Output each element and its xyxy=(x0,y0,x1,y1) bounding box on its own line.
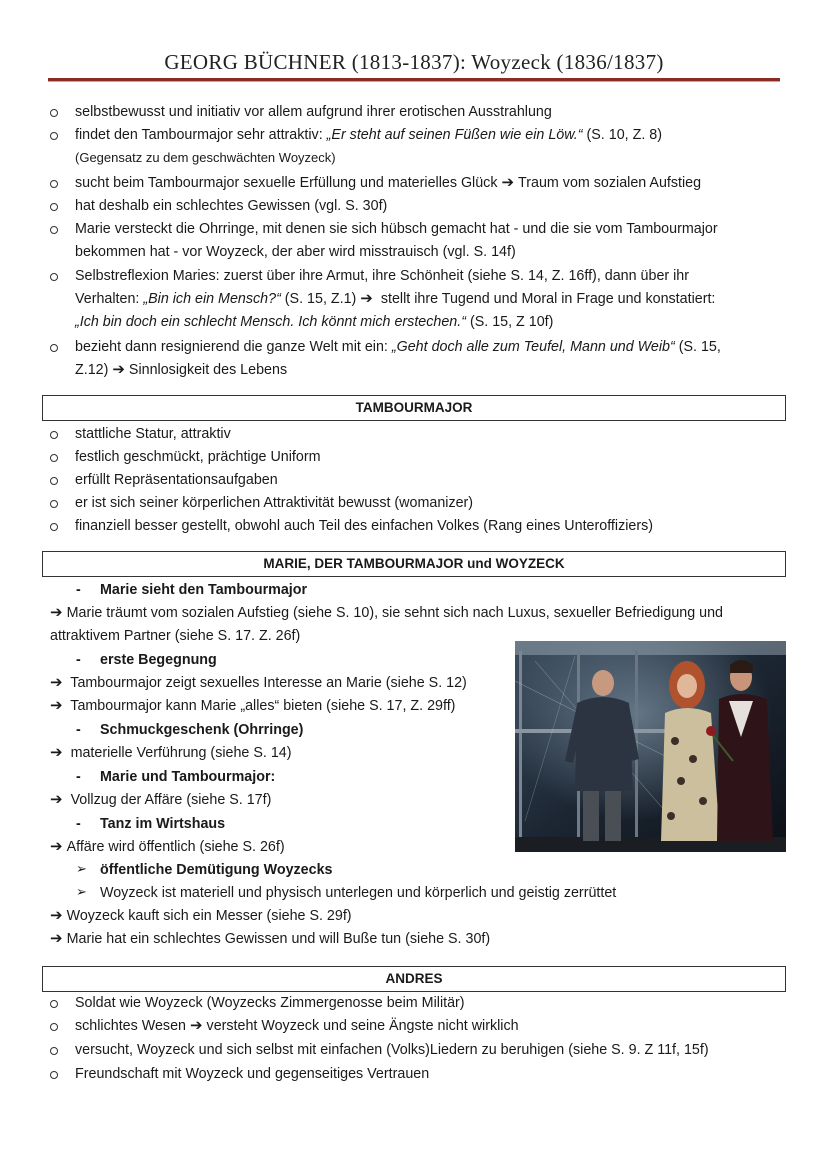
arrow-right-icon: ➔ xyxy=(50,604,63,621)
arrow-item xyxy=(50,673,467,693)
text: materielle Verführung (siehe S. 14) xyxy=(70,745,292,761)
marie-item-1 xyxy=(75,102,552,122)
arrow-right-icon: ➔ xyxy=(50,791,63,808)
quote: „Er steht auf seinen Füßen wie ein Löw.“ xyxy=(326,127,583,143)
marie-item-7 xyxy=(75,337,721,357)
arrow-item xyxy=(50,929,490,949)
arrow-right-icon: ➔ xyxy=(189,1017,203,1034)
tambourmajor-item: festlich geschmückt, prächtige Uniform xyxy=(75,449,321,465)
text: Sinnlosigkeit des Lebens xyxy=(128,362,288,378)
tambourmajor-item: er ist sich seiner körperlichen Attraktivität bewusst (womanizer) xyxy=(75,495,474,511)
chevron-item: Woyzeck ist materiell und physisch unterlegen und körperlich und geistig zerrüttet xyxy=(100,885,617,901)
text: Soldat wie Woyzeck (Woyzecks Zimmergenosse beim Militär) xyxy=(75,995,465,1011)
bullet-icon xyxy=(50,109,58,117)
section-heading-tambourmajor: TAMBOURMAJOR xyxy=(42,395,786,421)
text: versucht, Woyzeck und sich selbst mit einfachen (Volks)Liedern zu beruhigen (siehe S. 9. Z 11f, 15f) xyxy=(75,1042,709,1058)
bullet-icon xyxy=(50,500,58,508)
bullet-icon xyxy=(50,203,58,211)
bullet-icon xyxy=(50,226,58,234)
section-heading-andres: ANDRES xyxy=(42,966,786,992)
bullet-icon xyxy=(50,1000,58,1008)
bullet-icon xyxy=(50,132,58,140)
arrow-item xyxy=(50,837,285,857)
quote: „Bin ich ein Mensch?“ xyxy=(143,291,281,307)
arrow-right-icon: ➔ xyxy=(50,838,63,855)
text: Tambourmajor kann Marie „alles“ bieten (siehe S. 17, Z. 29ff) xyxy=(70,698,456,714)
bullet-icon xyxy=(50,180,58,188)
text: Vollzug der Affäre (siehe S. 17f) xyxy=(70,792,272,808)
arrow-right-icon: ➔ xyxy=(360,290,373,307)
dash-icon: - xyxy=(76,816,81,832)
text: Tambourmajor zeigt sexuelles Interesse an Marie (siehe S. 12) xyxy=(70,675,467,691)
dash-icon: - xyxy=(76,769,81,785)
subheading-schmuckgeschenk: Schmuckgeschenk (Ohrringe) xyxy=(100,722,304,738)
arrow-right-icon: ➔ xyxy=(50,744,63,761)
dash-icon: - xyxy=(76,722,81,738)
text: bezieht dann resignierend die ganze Welt mit ein: xyxy=(75,339,392,355)
text: findet den Tambourmajor sehr attraktiv: xyxy=(75,127,327,143)
text: Woyzeck kauft sich ein Messer (siehe S. 29f) xyxy=(66,908,352,924)
marie-item-2 xyxy=(75,125,662,145)
section-heading-marie-tambourmajor-woyzeck: MARIE, DER TAMBOURMAJOR und WOYZECK xyxy=(42,551,786,577)
chevron-item: öffentliche Demütigung Woyzecks xyxy=(100,862,333,878)
bullet-icon xyxy=(50,1047,58,1055)
text: Affäre wird öffentlich (siehe S. 26f) xyxy=(66,839,285,855)
bullet-icon xyxy=(50,477,58,485)
marie-item-6-cont2 xyxy=(75,312,553,332)
subheading xyxy=(76,814,81,834)
arrow-item xyxy=(50,603,723,623)
chevron-bullet-icon: ➢ xyxy=(76,884,87,899)
text: (S. 15, xyxy=(674,339,721,355)
subheading xyxy=(76,720,81,740)
andres-item xyxy=(75,1016,519,1036)
andres-item xyxy=(75,1064,429,1084)
marie-item-2-note xyxy=(75,148,336,168)
text: hat deshalb ein schlechtes Gewissen (vgl. S. 30f) xyxy=(75,198,388,214)
quote: „Ich bin doch ein schlecht Mensch. Ich könnt mich erstechen.“ xyxy=(75,314,466,330)
chevron-bullet-icon: ➢ xyxy=(76,861,87,876)
text: Freundschaft mit Woyzeck und gegenseitiges Vertrauen xyxy=(75,1066,430,1082)
text: Traum vom sozialen Aufstieg xyxy=(518,175,702,191)
marie-item-3 xyxy=(75,173,701,193)
text: Marie träumt vom sozialen Aufstieg (siehe S. 10), sie sehnt sich nach Luxus, sexueller Befriedigung und xyxy=(66,605,723,621)
marie-item-6-cont xyxy=(75,289,715,309)
text: Selbstreflexion Maries: zuerst über ihre Armut, ihre Schönheit (siehe S. 14, Z. 16ff), dann über ihr xyxy=(75,268,690,284)
text: (S. 10, Z. 8) xyxy=(582,127,662,143)
text: (S. 15, Z 10f) xyxy=(465,314,554,330)
subheading-tanz: Tanz im Wirtshaus xyxy=(100,816,226,832)
arrow-item xyxy=(50,906,352,926)
marie-item-5 xyxy=(75,219,718,239)
arrow-item xyxy=(50,743,292,763)
bullet-icon xyxy=(50,1071,58,1079)
text: versteht Woyzeck und seine Ängste nicht wirklich xyxy=(206,1018,519,1034)
subheading xyxy=(76,767,81,787)
dash-icon: - xyxy=(76,582,81,598)
theatre-scene-photo xyxy=(515,641,786,852)
bullet-icon xyxy=(50,454,58,462)
theatre-scene-illustration xyxy=(515,641,786,852)
bullet-icon xyxy=(50,431,58,439)
tambourmajor-item: erfüllt Repräsentationsaufgaben xyxy=(75,472,278,488)
bullet-icon xyxy=(50,523,58,531)
arrow-right-icon: ➔ xyxy=(112,361,125,378)
page-title: GEORG BÜCHNER (1813-1837): Woyzeck (1836/1837) xyxy=(164,50,664,74)
arrow-right-icon: ➔ xyxy=(50,697,63,714)
text: Verhalten: xyxy=(75,291,144,307)
tambourmajor-item: stattliche Statur, attraktiv xyxy=(75,426,231,442)
text: (S. 15, Z.1) xyxy=(280,291,361,307)
tambourmajor-item: finanziell besser gestellt, obwohl auch Teil des einfachen Volkes (Rang eines Unteroffiziers) xyxy=(75,518,654,534)
subheading-marie-sieht: Marie sieht den Tambourmajor xyxy=(100,582,308,598)
text: sucht beim Tambourmajor sexuelle Erfüllung und materielles Glück xyxy=(75,175,502,191)
text: bekommen hat - vor Woyzeck, der aber wird misstrauisch (vgl. S. 14f) xyxy=(75,244,516,260)
arrow-right-icon: ➔ xyxy=(50,930,63,947)
bullet-icon xyxy=(50,344,58,352)
subheading xyxy=(76,580,81,600)
subheading-marie-und-tm: Marie und Tambourmajor: xyxy=(100,769,276,785)
marie-item-5-cont xyxy=(75,242,516,262)
subheading-erste-begegnung: erste Begegnung xyxy=(100,652,217,668)
arrow-right-icon: ➔ xyxy=(501,174,515,191)
arrow-item xyxy=(50,790,271,810)
arrow-item xyxy=(50,696,455,716)
title-underline xyxy=(48,78,780,82)
subheading xyxy=(76,650,81,670)
text: schlichtes Wesen xyxy=(75,1018,190,1034)
text: Marie versteckt die Ohrringe, mit denen sie sich hübsch gemacht hat - und die sie vom Tambourmajor xyxy=(75,221,718,237)
bullet-icon xyxy=(50,273,58,281)
arrow-right-icon: ➔ xyxy=(50,907,63,924)
bullet-icon xyxy=(50,1023,58,1031)
text: stellt ihre Tugend und Moral in Frage und konstatiert: xyxy=(376,291,716,307)
arrow-item-cont: attraktivem Partner (siehe S. 17. Z. 26f) xyxy=(50,628,301,644)
text: Z.12) xyxy=(75,362,113,378)
quote: „Geht doch alle zum Teufel, Mann und Weib“ xyxy=(391,339,675,355)
text: selbstbewusst und initiativ vor allem aufgrund ihrer erotischen Ausstrahlung xyxy=(75,104,552,120)
text: Marie hat ein schlechtes Gewissen und will Buße tun (siehe S. 30f) xyxy=(66,931,491,947)
arrow-right-icon: ➔ xyxy=(50,674,63,691)
marie-item-6 xyxy=(75,266,689,286)
marie-item-7-cont xyxy=(75,360,287,380)
andres-item xyxy=(75,993,465,1013)
marie-item-4 xyxy=(75,196,387,216)
andres-item xyxy=(75,1040,709,1060)
text: (Gegensatz zu dem geschwächten Woyzeck) xyxy=(75,150,336,165)
dash-icon: - xyxy=(76,652,81,668)
